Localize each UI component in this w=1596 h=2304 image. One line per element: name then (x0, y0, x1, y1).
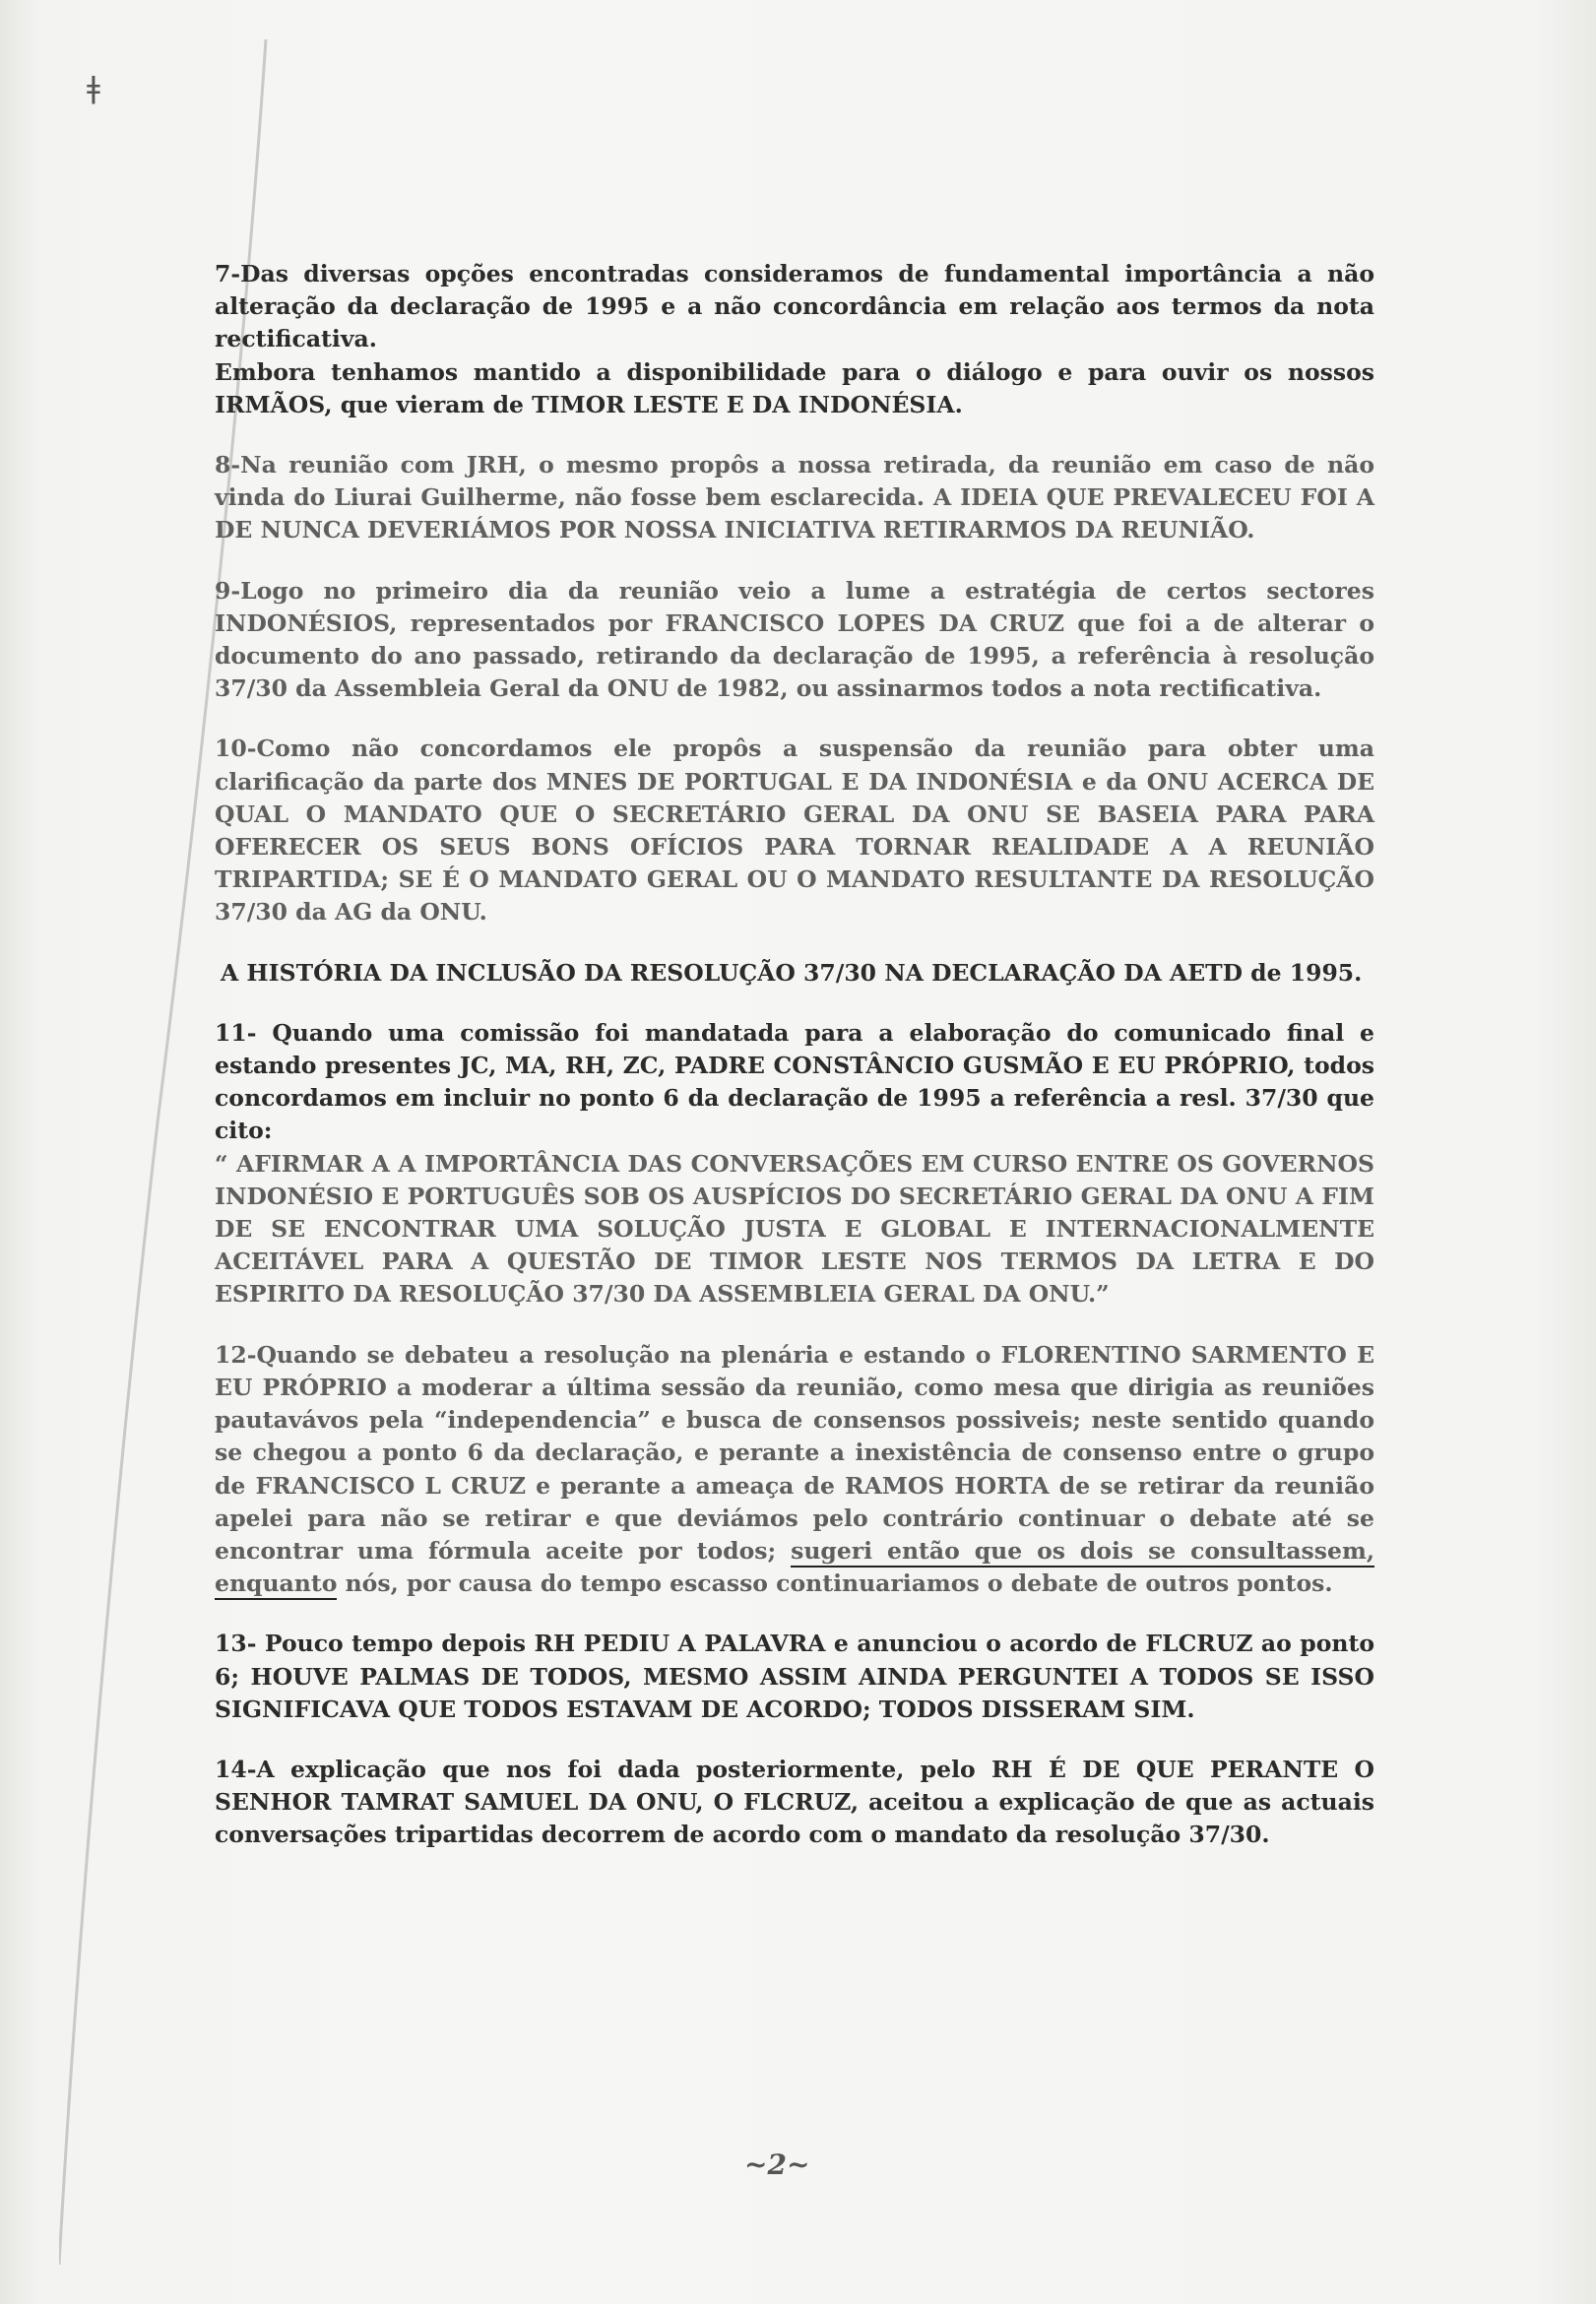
document-body (215, 258, 1374, 1852)
page-number: ~2~ (744, 2148, 810, 2181)
paragraph-11-quote: “ AFIRMAR A A IMPORTÂNCIA DAS CONVERSAÇÕES EM CURSO ENTRE OS GOVERNOS INDONÉSIO E PORTUGUÊS SOB OS AUSPÍCIOS DO SECRETÁRIO GERAL DA ONU A FIM DE SE ENCONTRAR UMA SOLUÇÃO JUSTA E GLOBAL E INTERNACIONALMENTE ACEITÁVEL PARA A QUESTÃO DE TIMOR LESTE NOS TERMOS DA LETRA E DO ESPIRITO DA RESOLUÇÃO 37/30 DA ASSEMBLEIA GERAL DA ONU.” (215, 1149, 1374, 1309)
paragraph-8: 8-Na reunião com JRH, o mesmo propôs a nossa retirada, da reunião em caso de não vinda do Liurai Guilherme, não fosse bem esclarecida. A IDEIA QUE PREVALECEU FOI A DE NUNCA DEVERIÁMOS POR NOSSA INICIATIVA RETIRARMOS DA REUNIÃO. (215, 451, 1374, 544)
paragraph-12-text-after: nós, por causa do tempo escasso continuariamos o debate de outros pontos. (337, 1569, 1333, 1598)
paragraph-7a: 7-Das diversas opções encontradas consideramos de fundamental importância a não alteração da declaração de 1995 e a não concordância em relação aos termos da nota rectificativa. (215, 260, 1374, 353)
paragraph-12-underlined-text: sugeri então que os dois se consultassem, enquanto (215, 1537, 1374, 1600)
paragraph-11: 11- Quando uma comissão foi mandatada para a elaboração do comunicado final e estando presentes JC, MA, RH, ZC, PADRE CONSTÂNCIO GUSMÃO E EU PRÓPRIO, todos concordamos em incluir no ponto 6 da declaração de 1995 a referência a resl. 37/30 que cito: (215, 1018, 1374, 1145)
corner-scribble-mark: ǂ (87, 71, 100, 105)
paragraph-14: 14-A explicação que nos foi dada posteriormente, pelo RH É DE QUE PERANTE O SENHOR TAMRAT SAMUEL DA ONU, O FLCRUZ, aceitou a explicação de que as actuais conversações tripartidas decorrem de acordo com o mandato da resolução 37/30. (215, 1755, 1374, 1849)
paragraph-10: 10-Como não concordamos ele propôs a suspensão da reunião para obter uma clarificação da parte dos MNES DE PORTUGAL E DA INDONÉSIA e da ONU ACERCA DE QUAL O MANDATO QUE O SECRETÁRIO GERAL DA ONU SE BASEIA PARA PARA OFERECER OS SEUS BONS OFÍCIOS PARA TORNAR REALIDADE A A REUNIÃO TRIPARTIDA; SE É O MANDATO GERAL OU O MANDATO RESULTANTE DA RESOLUÇÃO 37/30 da AG da ONU. (215, 735, 1374, 927)
paragraph-12-text-before: 12-Quando se debateu a resolução na plenária e estando o FLORENTINO SARMENTO E EU PRÓPRIO a moderar a última sessão da reunião, como mesa que dirigia as reuniões pautavávos pela “independencia” e busca de consensos possiveis; neste sentido quando se chegou a ponto 6 da declaração, e perante a inexistência de consenso entre o grupo de FRANCISCO L CRUZ e perante a ameaça de RAMOS HORTA de se retirar da reunião apelei para não se retirar e que deviámos pelo contrário continuar o debate até se encontrar uma fórmula aceite por todos; (215, 1340, 1374, 1565)
section-heading: A HISTÓRIA DA INCLUSÃO DA RESOLUÇÃO 37/30 NA DECLARAÇÃO DA AETD de 1995. (221, 958, 1363, 987)
paragraph-12 (215, 1339, 1374, 1601)
paragraph-7b: Embora tenhamos mantido a disponibilidade para o diálogo e para ouvir os nossos IRMÃOS, que vieram de TIMOR LESTE E DA INDONÉSIA. (215, 357, 1374, 418)
paragraph-13: 13- Pouco tempo depois RH PEDIU A PALAVRA e anunciou o acordo de FLCRUZ ao ponto 6; HOUVE PALMAS DE TODOS, MESMO ASSIM AINDA PERGUNTEI A TODOS SE ISSO SIGNIFICAVA QUE TODOS ESTAVAM DE ACORDO; TODOS DISSERAM SIM. (215, 1630, 1374, 1723)
paragraph-9: 9-Logo no primeiro dia da reunião veio a lume a estratégia de certos sectores INDONÉSIOS, representados por FRANCISCO LOPES DA CRUZ que foi a de alterar o documento do ano passado, retirando da declaração de 1995, a referência à resolução 37/30 da Assembleia Geral da ONU de 1982, ou assinarmos todos a nota rectificativa. (215, 576, 1374, 703)
